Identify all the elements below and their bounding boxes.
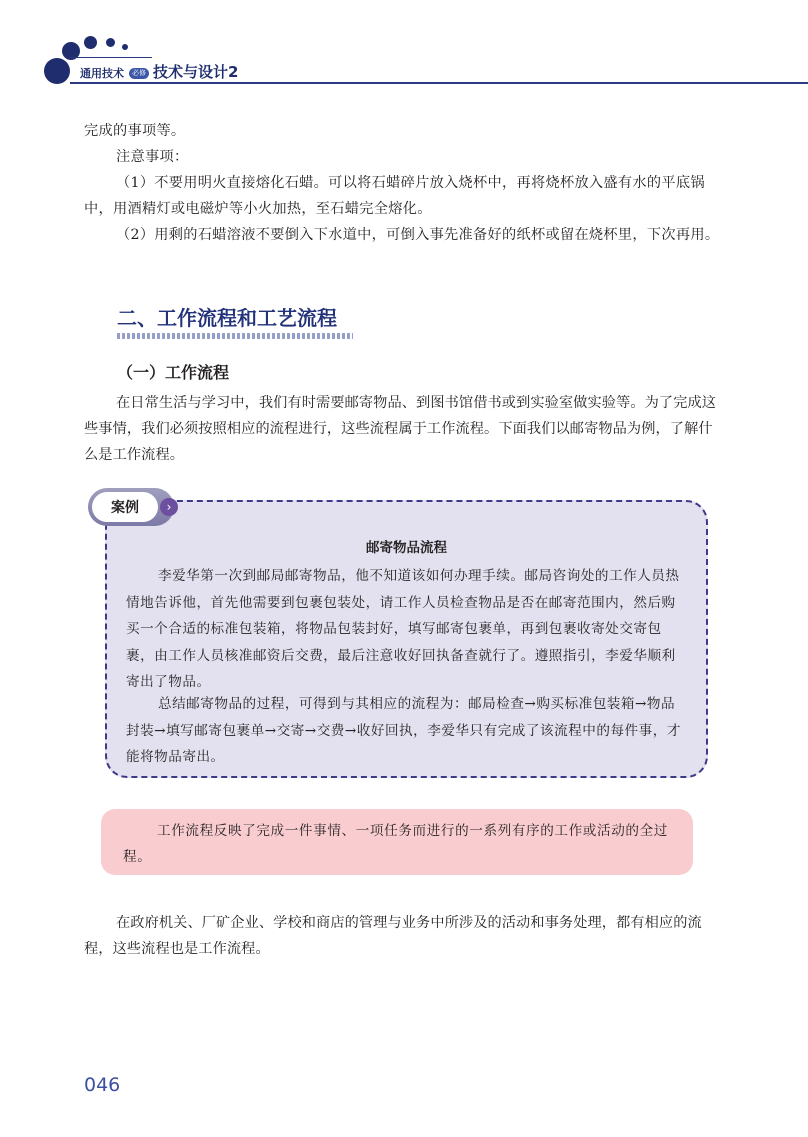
definition-text: 工作流程反映了完成一件事情、一项任务而进行的一系列有序的工作或活动的全过程。 [123,823,668,865]
compulsory-badge: 必修 [129,68,149,79]
running-header [80,61,238,81]
section-heading-rule [117,333,353,339]
header-rule [70,82,808,84]
book-title: 技术与设计2 [153,63,239,81]
body-paragraph: 在日常生活与学习中，我们有时需要邮寄物品、到图书馆借书或到实验室做实验等。为了完成这些事情，我们必须按照相应的流程进行，这些流程属于工作流程。下面我们以邮寄物品为例，了解什么是工作流程。 [84,395,717,463]
notes-label: 注意事项： [116,149,189,165]
series-name: 通用技术 [80,67,124,80]
note-1: （1）不要用明火直接熔化石蜡。可以将石蜡碎片放入烧杯中，再将烧杯放入盛有水的平底锅中，用酒精灯或电磁炉等小火加热，至石蜡完全熔化。 [84,175,705,217]
case-paragraph-1: 李爱华第一次到邮局邮寄物品，他不知道该如何办理手续。邮局咨询处的工作人员热情地告诉他，首先他需要到包裹包装处，请工作人员检查物品是否在邮寄范围内，然后购买一个合适的标准包装箱，将物品包装封好，填写邮寄包裹单，再到包裹收寄处交寄包裹，由工作人员核准邮资后交费，最后注意收好回执备查就行了。遵照指引，李爱华顺利寄出了物品。 [126,568,680,690]
note-2: （2）用剩的石蜡溶液不要倒入下水道中，可倒入事先准备好的纸杯或留在烧杯里，下次再用。 [116,227,720,243]
intro-line: 完成的事项等。 [84,123,186,139]
chevron-right-icon: › [160,498,178,516]
case-tab-label: 案例 [92,492,158,522]
definition-box [101,809,693,875]
section-heading: 二、工作流程和工艺流程 [117,306,337,330]
page-number: 046 [84,1074,121,1096]
header-rule-short [70,57,152,58]
case-title: 邮寄物品流程 [366,540,447,556]
case-paragraph-2: 总结邮寄物品的过程，可得到与其相应的流程为：邮局检查→购买标准包装箱→物品封装→填写邮寄包裹单→交寄→交费→收好回执，李爱华只有完成了该流程中的每件事，才能将物品寄出。 [126,696,681,765]
sub-heading: （一）工作流程 [117,363,230,382]
closing-paragraph: 在政府机关、厂矿企业、学校和商店的管理与业务中所涉及的活动和事务处理，都有相应的流程，这些流程也是工作流程。 [84,915,702,957]
